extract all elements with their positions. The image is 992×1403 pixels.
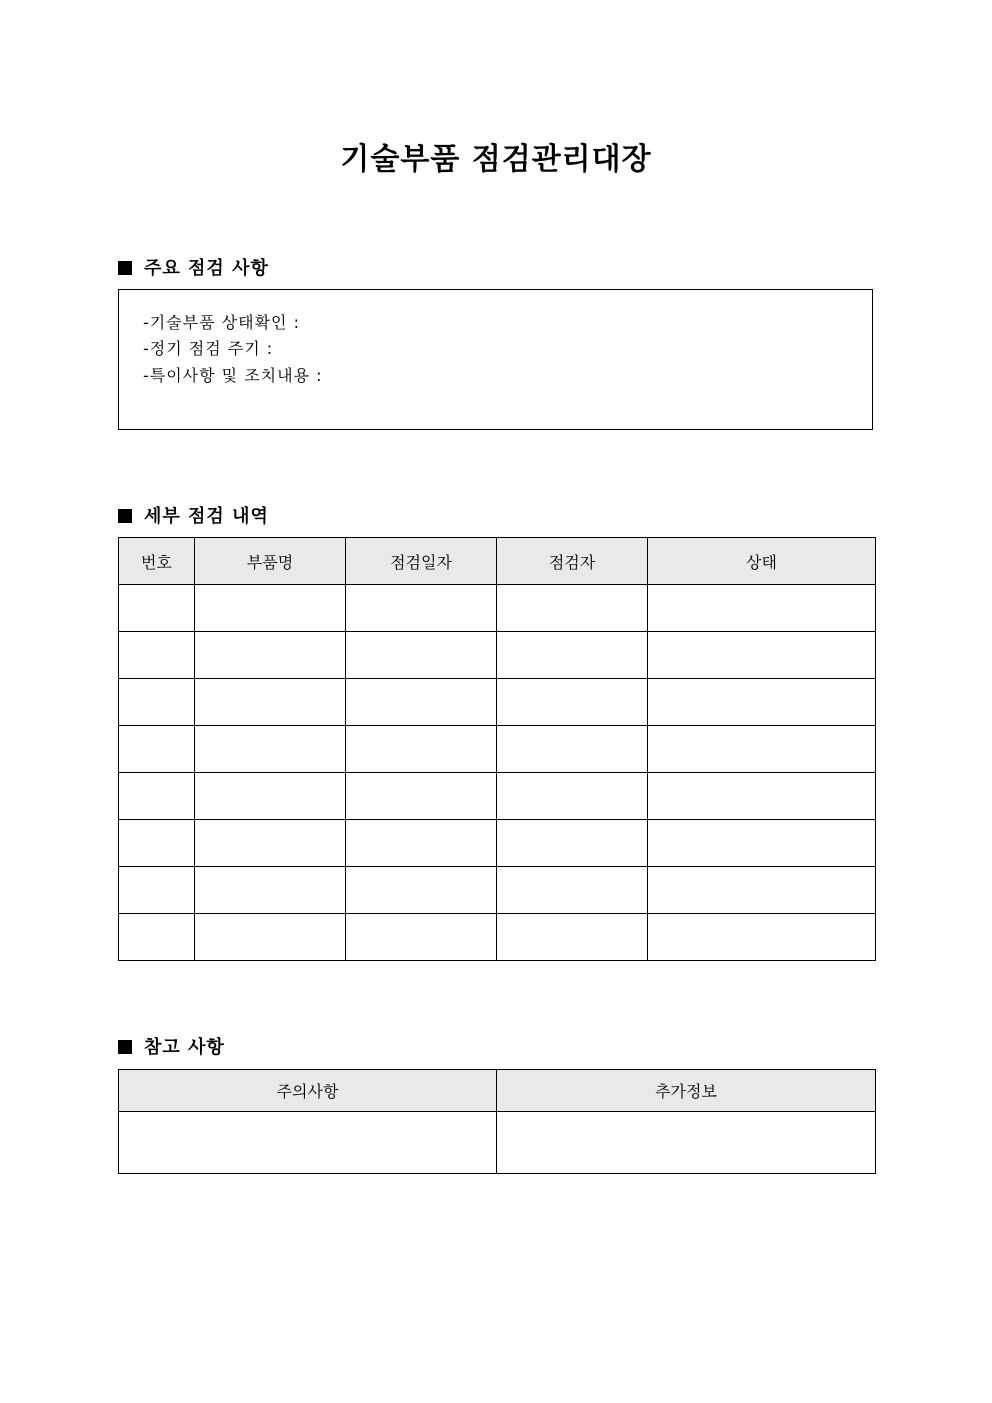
inspector-cell[interactable]: [497, 914, 648, 961]
inspector-cell[interactable]: [497, 867, 648, 914]
status-cell[interactable]: [648, 914, 876, 961]
table-row: [119, 632, 876, 679]
details-header-row: [119, 538, 876, 585]
table-row: [119, 726, 876, 773]
main-items-box: [118, 289, 873, 430]
additional-info-cell[interactable]: [497, 1112, 876, 1174]
section-heading-text: 세부 점검 내역: [144, 506, 269, 527]
status-cell[interactable]: [648, 585, 876, 632]
part-name-cell[interactable]: [195, 820, 346, 867]
table-row: [119, 585, 876, 632]
number-cell[interactable]: [119, 632, 195, 679]
column-header-status: 상태: [648, 538, 876, 585]
column-header-inspection-date: 점검일자: [346, 538, 497, 585]
inspection-date-cell[interactable]: [346, 679, 497, 726]
section-heading-text: 참고 사항: [144, 1037, 225, 1058]
document-title: 기술부품 점검관리대장: [340, 142, 652, 177]
caution-cell[interactable]: [119, 1112, 497, 1174]
section-heading-text: 주요 점검 사항: [144, 258, 269, 279]
status-cell[interactable]: [648, 773, 876, 820]
details-table: [118, 537, 876, 961]
status-cell[interactable]: [648, 679, 876, 726]
notes-table: [118, 1069, 876, 1174]
number-cell[interactable]: [119, 867, 195, 914]
number-cell[interactable]: [119, 820, 195, 867]
column-header-additional-info: 추가정보: [497, 1070, 876, 1112]
inspection-date-cell[interactable]: [346, 914, 497, 961]
inspection-date-cell[interactable]: [346, 585, 497, 632]
part-name-cell[interactable]: [195, 679, 346, 726]
inspector-cell[interactable]: [497, 726, 648, 773]
inspection-date-cell[interactable]: [346, 726, 497, 773]
inspector-cell[interactable]: [497, 632, 648, 679]
section-heading-notes: [118, 1033, 225, 1059]
inspection-date-cell[interactable]: [346, 867, 497, 914]
status-cell[interactable]: [648, 867, 876, 914]
table-row: [119, 914, 876, 961]
column-header-part-name: 부품명: [195, 538, 346, 585]
number-cell[interactable]: [119, 585, 195, 632]
inspector-cell[interactable]: [497, 679, 648, 726]
status-cell[interactable]: [648, 820, 876, 867]
inspection-date-cell[interactable]: [346, 632, 497, 679]
main-item-line-3: -특이사항 및 조치내용 :: [143, 366, 323, 385]
part-name-cell[interactable]: [195, 914, 346, 961]
status-cell[interactable]: [648, 726, 876, 773]
part-name-cell[interactable]: [195, 867, 346, 914]
table-row: [119, 679, 876, 726]
table-row: [119, 820, 876, 867]
part-name-cell[interactable]: [195, 726, 346, 773]
square-bullet-icon: [118, 1040, 132, 1054]
inspector-cell[interactable]: [497, 773, 648, 820]
column-header-caution: 주의사항: [119, 1070, 497, 1112]
status-cell[interactable]: [648, 632, 876, 679]
table-row: [119, 867, 876, 914]
column-header-number: 번호: [119, 538, 195, 585]
number-cell[interactable]: [119, 914, 195, 961]
main-item-line-1: -기술부품 상태확인 :: [143, 313, 300, 332]
inspection-date-cell[interactable]: [346, 773, 497, 820]
notes-row: [119, 1112, 876, 1174]
inspector-cell[interactable]: [497, 820, 648, 867]
inspector-cell[interactable]: [497, 585, 648, 632]
square-bullet-icon: [118, 261, 132, 275]
notes-header-row: [119, 1070, 876, 1112]
part-name-cell[interactable]: [195, 585, 346, 632]
section-heading-details: [118, 502, 269, 528]
inspection-date-cell[interactable]: [346, 820, 497, 867]
column-header-inspector: 점검자: [497, 538, 648, 585]
table-row: [119, 773, 876, 820]
number-cell[interactable]: [119, 726, 195, 773]
main-item-line-2: -정기 점검 주기 :: [143, 339, 274, 358]
number-cell[interactable]: [119, 773, 195, 820]
details-table-body: [119, 585, 876, 961]
square-bullet-icon: [118, 509, 132, 523]
part-name-cell[interactable]: [195, 773, 346, 820]
part-name-cell[interactable]: [195, 632, 346, 679]
number-cell[interactable]: [119, 679, 195, 726]
section-heading-main-items: [118, 254, 269, 280]
